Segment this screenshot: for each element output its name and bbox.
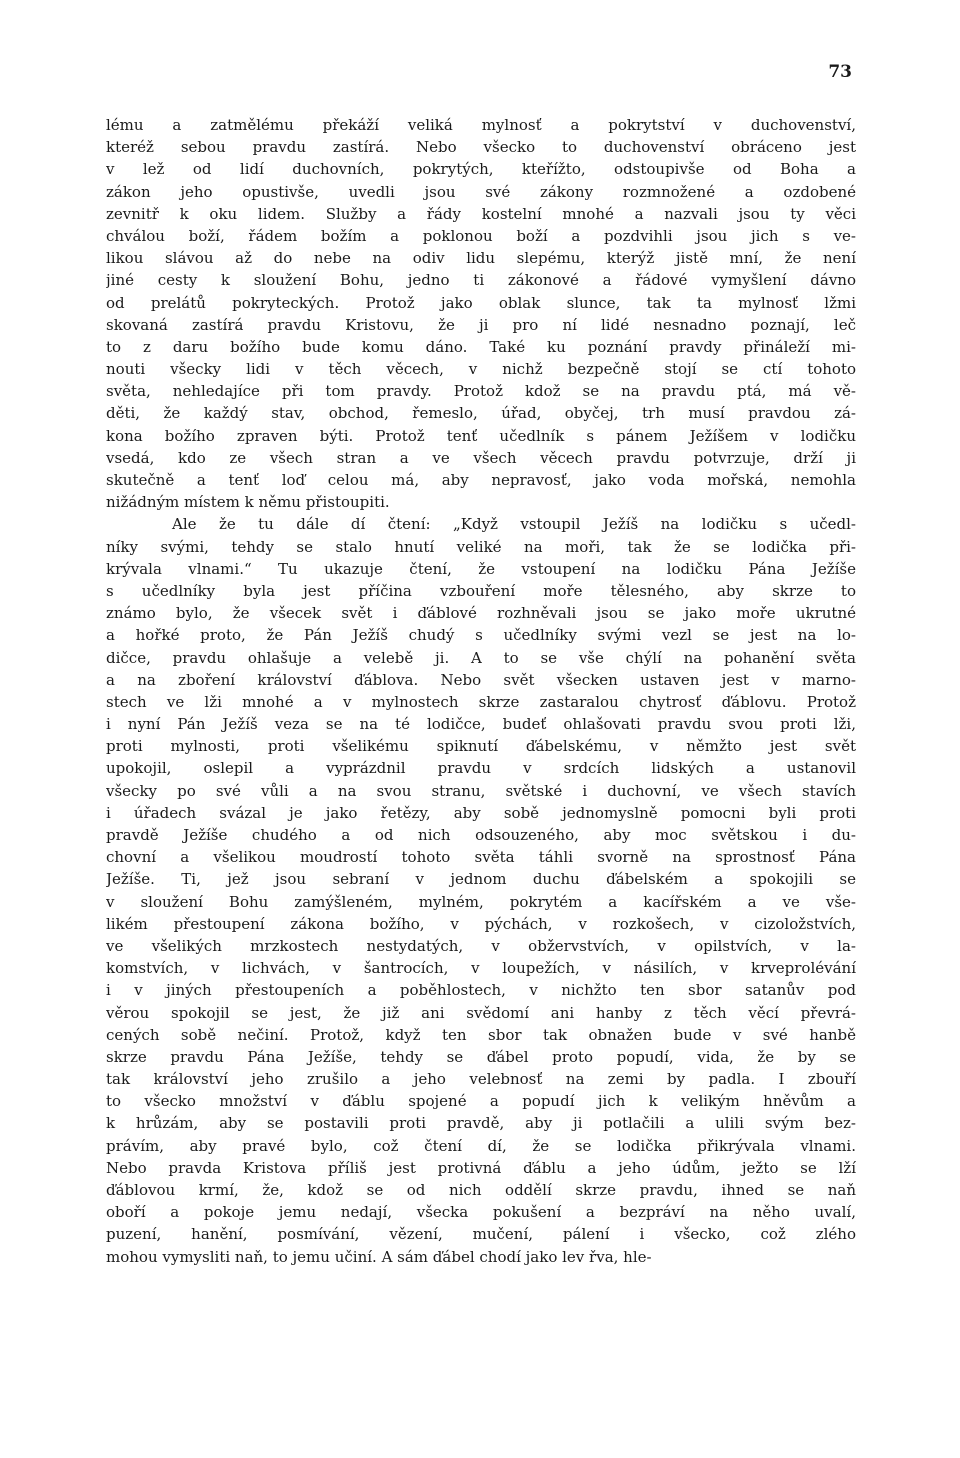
text-line: skrze pravdu Pána Ježíše, tehdy se ďábel proto popudí, vida, že by se — [106, 1047, 856, 1066]
text-line: k hrůzám, aby se postavili proti pravdě, aby ji potlačili a ulili svým bez- — [106, 1114, 856, 1133]
text-line: zevnitř k oku lidem. Služby a řády kostelní mnohé a nazvali jsou ty věci — [106, 204, 856, 223]
text-line: jiné cesty k sloužení Bohu, jedno ti zákonové a řádové vymyšlení dávno — [106, 271, 856, 290]
text-line: stech ve lži mnohé a v mylnostech skrze zastaralou chytrosť ďáblovu. Protož — [106, 692, 856, 711]
text-line: likém přestoupení zákona božího, v pýchách, v rozkošech, v cizoložstvích, — [106, 914, 856, 933]
body-text — [106, 114, 856, 1268]
text-line: Ježíše. Ti, jež jsou sebraní v jednom duchu ďábelském a spokojili se — [106, 870, 856, 889]
text-line: lému a zatmělému překáží veliká mylnosť a pokrytství v duchovenství, — [106, 116, 856, 134]
text-line: věrou spokojil se jest, že již ani svědomí ani hanby z těch věcí převrá- — [106, 1003, 856, 1022]
text-line: zákon jeho opustivše, uvedli jsou své zákony rozmnožené a ozdobené — [106, 182, 856, 201]
text-line: i v jiných přestoupeních a poběhlostech, v nichžto ten sbor satanův pod — [106, 981, 856, 1000]
text-line: i úřadech svázal je jako řetězy, aby sobě jednomyslně pomocni byli proti — [106, 803, 856, 822]
text-line: světa, nehledajíce při tom pravdy. Protož kdož se na pravdu ptá, má vě- — [106, 382, 856, 401]
text-line: cených sobě nečiní. Protož, když ten sbor tak obnažen bude v své hanbě — [106, 1025, 856, 1044]
text-line: kona božího zpraven býti. Protož tenť učedlník s pánem Ježíšem v lodičku — [106, 426, 856, 445]
text-line: všecky po své vůli a na svou stranu, světské i duchovní, ve všech stavích — [106, 781, 856, 800]
text-line: proti mylnosti, proti všelikému spiknutí ďábelskému, v němžto jest svět — [106, 737, 856, 756]
text-line: likou slávou až do nebe na odiv lidu slepému, kterýž jistě mní, že není — [106, 249, 856, 268]
text-line: děti, že každý stav, obchod, řemeslo, úřad, obyčej, trh musí pravdou zá- — [106, 404, 856, 423]
text-line: nouti všecky lidi v těch věcech, v nichž bezpečně stojí se ctí tohoto — [106, 360, 856, 379]
text-line: Nebo pravda Kristova příliš jest protivná ďáblu a jeho údům, ježto se lží — [106, 1158, 856, 1177]
text-line: s učedlníky byla jest příčina vzbouření moře tělesného, aby skrze to — [106, 581, 856, 600]
text-line: a hořké proto, že Pán Ježíš chudý s učedlníky svými vezl se jest na lo- — [106, 626, 856, 645]
text-line: od prelátů pokryteckých. Protož jako oblak slunce, tak ta mylnosť lžmi — [106, 293, 856, 312]
text-line: v sloužení Bohu zamýšleném, mylném, pokrytém a kacířském a ve vše- — [106, 892, 856, 911]
text-line: kteréž sebou pravdu zastírá. Nebo všecko to duchovenství obráceno jest — [106, 138, 856, 157]
text-line: a na zboření království ďáblova. Nebo svět všecken ustaven jest v marno- — [106, 670, 856, 689]
text-line: skovaná zastírá pravdu Kristovu, že ji pro ní lidé nesnadno poznají, leč — [106, 315, 856, 334]
text-line: tak království jeho zrušilo a jeho velebnosť na zemi by padla. I zbouří — [106, 1070, 856, 1089]
text-line: pravdě Ježíše chudého a od nich odsouzeného, aby moc světskou i du- — [106, 826, 856, 844]
text-line: ve všelikých mrzkostech nestydatých, v obžervstvích, v opilstvích, v la- — [106, 936, 856, 955]
text-line: chovní a všelikou moudrostí tohoto světa táhli svorně na sprostnosť Pána — [106, 848, 856, 867]
text-line: ďáblovou krmí, že, kdož se od nich oddělí skrze pravdu, ihned se naň — [106, 1181, 856, 1199]
text-line: dičce, pravdu ohlašuje a velebě ji. A to se vše chýlí na pohanění světa — [106, 648, 856, 667]
text-line: i nyní Pán Ježíš veza se na té lodičce, budeť ohlašovati pravdu svou proti lži, — [106, 715, 856, 734]
text-line: puzení, hanění, posmívání, vězení, mučení, pálení i všecko, což zlého — [106, 1225, 856, 1244]
text-line: krývala vlnami.“ Tu ukazuje čtení, že vstoupení na lodičku Pána Ježíše — [106, 559, 856, 578]
text-line: v lež od lidí duchovních, pokrytých, kteřížto, odstoupivše od Boha a — [106, 160, 856, 179]
text-line: komstvích, v lichvách, v šantrocích, v loupežích, v násilích, v krveprolévání — [106, 959, 856, 978]
page-number: 73 — [828, 62, 852, 82]
text-line: nižádným místem k němu přistoupiti. — [106, 493, 390, 512]
text-line: skutečně a tenť loď celou má, aby nepravosť, jako voda mořská, nemohla — [106, 471, 856, 489]
text-line: upokojil, oslepil a vyprázdnil pravdu v srdcích lidských a ustanovil — [106, 759, 856, 778]
text-line: právím, aby pravé bylo, což čtení dí, že se lodička přikrývala vlnami. — [106, 1136, 856, 1155]
text-line: to z daru božího bude komu dáno. Také ku poznání pravdy přináleží mi- — [106, 337, 856, 356]
text-line: známo bylo, že všecek svět i ďáblové rozhněvali jsou se jako moře ukrutné — [106, 604, 856, 623]
text-line: Ale že tu dále dí čtení: „Když vstoupil Ježíš na lodičku s učedl- — [172, 515, 856, 534]
text-line: oboří a pokoje jemu nedají, všecka pokušení a bezpráví na něho uvalí, — [106, 1203, 856, 1222]
text-line: vsedá, kdo ze všech stran a ve všech věcech pravdu potvrzuje, drží ji — [106, 448, 856, 467]
text-line: níky svými, tehdy se stalo hnutí veliké na moři, tak že se lodička při- — [106, 537, 856, 556]
text-line: chválou boží, řádem božím a poklonou boží a pozdvihli jsou jich s ve- — [106, 226, 856, 245]
text-line: mohou vymysliti naň, to jemu učiní. A sám ďábel chodí jako lev řva, hle- — [106, 1247, 652, 1266]
text-line: to všecko množství v ďáblu spojené a popudí jich k velikým hněvům a — [106, 1092, 856, 1111]
